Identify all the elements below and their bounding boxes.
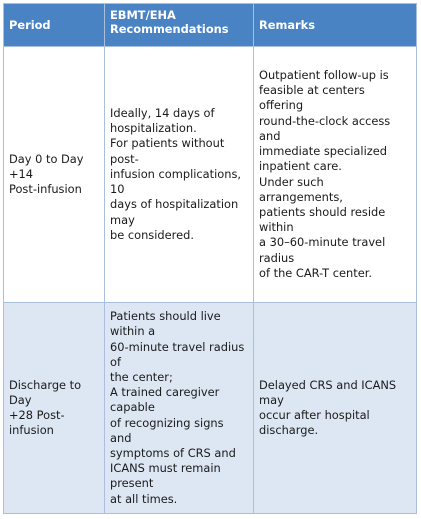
header-period: Period — [4, 4, 105, 47]
row-2-remarks: Delayed CRS and ICANS may occur after hospital discharge. — [254, 303, 416, 513]
row-1-recommendation: Ideally, 14 days of hospitalization. For patients without post- infusion complications, 10 days of hospitalization may be considered. — [105, 47, 254, 303]
row-2-recommendation: Patients should live within a 60-minute travel radius of the center; A trained caregiver capable of recognizing signs and symptoms of CRS and ICANS must remain present at all times. — [105, 303, 254, 513]
recommendations-table — [3, 3, 417, 514]
row-1-remarks: Outpatient follow-up is feasible at centers offering round-the-clock access and immediate specialized inpatient care. Under such arrangements, patients should reside within a 30–60-minute travel radius of the CAR-T center. — [254, 47, 416, 303]
row-2-period: Discharge to Day +28 Post-infusion — [4, 303, 105, 513]
header-recommendations: EBMT/EHA Recommendations — [105, 4, 254, 47]
row-1-period: Day 0 to Day +14 Post-infusion — [4, 47, 105, 303]
header-remarks: Remarks — [254, 4, 416, 47]
